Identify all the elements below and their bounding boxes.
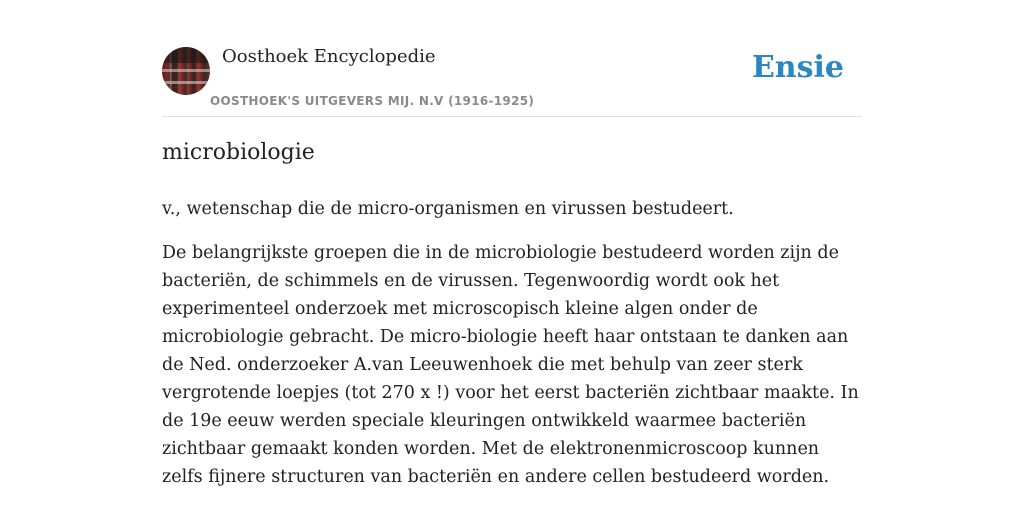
publisher-label: OOSTHOEK'S UITGEVERS MIJ. N.V (1916-1925): [210, 94, 535, 108]
article-definition: v., wetenschap die de micro-organismen en virussen bestudeert.: [162, 199, 734, 219]
avatar-band: [162, 69, 210, 72]
article-card: [162, 0, 862, 487]
article-body: De belangrijkste groepen die in de microbiologie bestudeerd worden zijn de bacteriën, de schimmels en de virussen. Tegenwoordig wordt ook het experimenteel onderzoek met microscopisch kleine algen onder de microbiologie gebracht. De micro-biologie heeft haar ontstaan te danken aan de Ned. onderzoeker A.van Leeuwenhoek die met behulp van zeer sterk vergrotende loepjes (tot 270 x !) voor het eerst bacteriën zichtbaar maakte. In de 19e eeuw werden speciale kleuringen ontwikkeld waarmee bacteriën zichtbaar gemaakt konden worden. Met de elektronenmicroscoop kunnen zelfs fijnere structuren van bacteriën en andere cellen bestudeerd worden.: [162, 243, 859, 487]
book-spines-avatar-icon[interactable]: [162, 47, 210, 95]
avatar-band: [162, 81, 210, 84]
article-title: microbiologie: [162, 140, 315, 165]
source-name-link[interactable]: Oosthoek Encyclopedie: [222, 46, 436, 67]
source-header: [162, 0, 862, 117]
ensie-logo-link[interactable]: Ensie: [751, 50, 844, 85]
avatar-shade: [162, 47, 210, 63]
